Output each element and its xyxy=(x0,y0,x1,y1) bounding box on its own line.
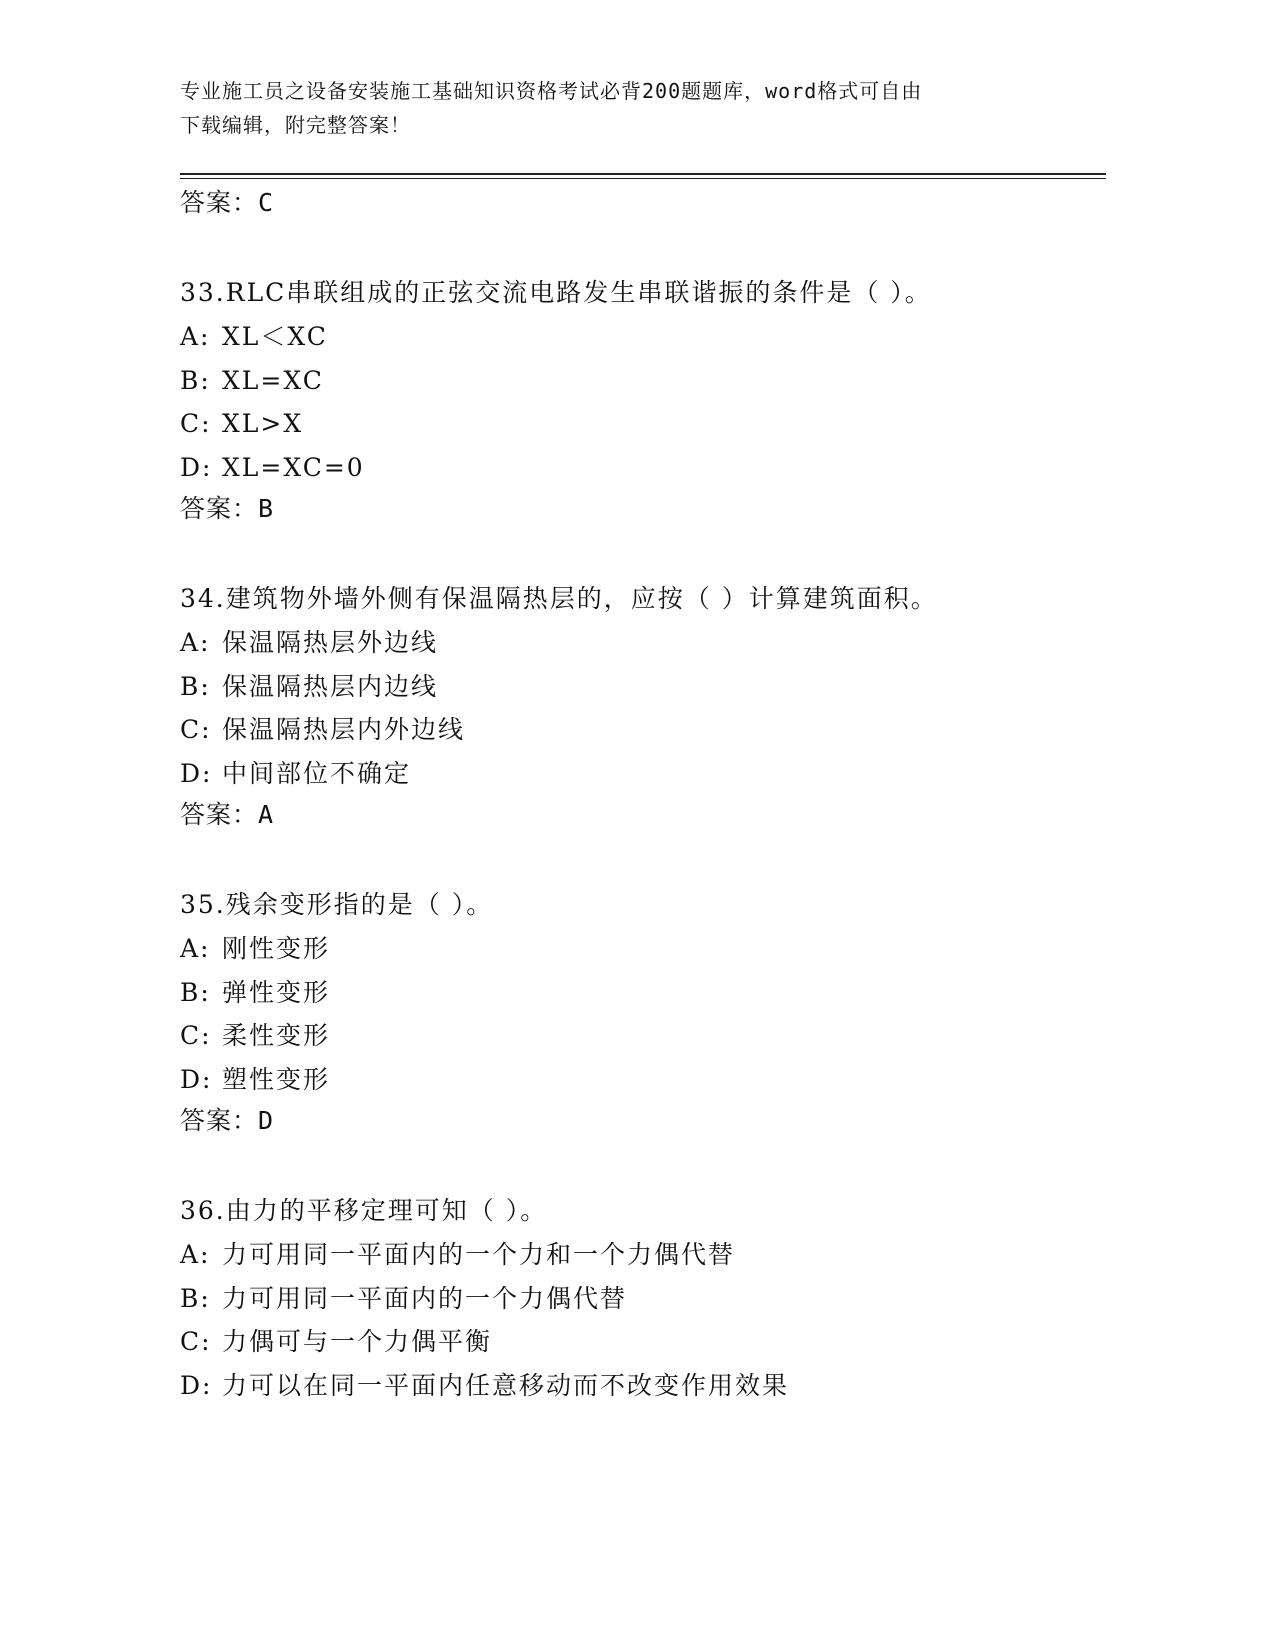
option-letter: A: xyxy=(180,1240,211,1269)
spacer xyxy=(180,226,1106,271)
question-list xyxy=(180,183,1106,1407)
option-letter: C: xyxy=(180,715,212,744)
spacer xyxy=(180,532,1106,577)
question-33 xyxy=(180,271,1106,532)
option-text: XL>X xyxy=(222,409,304,438)
option-letter: C: xyxy=(180,409,212,438)
option-letter: A: xyxy=(180,322,211,351)
option-text: 弹性变形 xyxy=(222,977,331,1007)
option-c xyxy=(180,402,1106,446)
option-text: 柔性变形 xyxy=(222,1021,331,1050)
option-letter: D: xyxy=(180,758,213,788)
option-a xyxy=(180,315,1106,359)
option-letter: B: xyxy=(180,671,211,701)
option-letter: A: xyxy=(180,934,211,963)
option-c xyxy=(180,1320,1106,1364)
question-stem: 34.建筑物外墙外侧有保温隔热层的，应按（ ）计算建筑面积。 xyxy=(180,584,938,613)
option-a xyxy=(180,621,1106,665)
option-text: 塑性变形 xyxy=(222,1064,331,1094)
option-b xyxy=(180,1277,1106,1321)
option-a xyxy=(180,927,1106,971)
option-text: 力可用同一平面内的一个力和一个力偶代替 xyxy=(222,1240,736,1269)
option-letter: C: xyxy=(180,1327,212,1356)
option-text: 中间部位不确定 xyxy=(222,758,412,788)
option-b xyxy=(180,359,1106,403)
option-text: XL=XC=0 xyxy=(222,452,365,482)
question-35 xyxy=(180,883,1106,1144)
header-rule-thin xyxy=(180,178,1106,179)
option-d xyxy=(180,1364,1106,1408)
option-d xyxy=(180,1058,1106,1102)
option-letter: B: xyxy=(180,977,211,1007)
option-letter: D: xyxy=(180,1064,213,1094)
document-header xyxy=(180,74,1040,142)
answer-33: 答案：B xyxy=(180,494,275,523)
option-c xyxy=(180,708,1106,752)
question-stem: 35.残余变形指的是（ ）。 xyxy=(180,890,494,919)
option-a xyxy=(180,1233,1106,1277)
header-line-1: 专业施工员之设备安装施工基础知识资格考试必背200题题库，word格式可自由 xyxy=(180,79,923,103)
option-b xyxy=(180,971,1106,1015)
option-b xyxy=(180,665,1106,709)
question-stem: 33.RLC串联组成的正弦交流电路发生串联谐振的条件是（ ）。 xyxy=(180,278,932,307)
option-letter: A: xyxy=(180,628,211,657)
answer-32: 答案：C xyxy=(180,188,275,217)
option-letter: D: xyxy=(180,452,213,482)
option-text: 力偶可与一个力偶平衡 xyxy=(222,1327,493,1356)
option-text: 保温隔热层内外边线 xyxy=(222,715,466,744)
answer-34: 答案：A xyxy=(180,800,275,829)
answer-35: 答案：D xyxy=(180,1106,275,1135)
spacer xyxy=(180,1144,1106,1189)
header-rule-thick xyxy=(180,173,1106,175)
option-letter: C: xyxy=(180,1021,212,1050)
option-text: 保温隔热层内边线 xyxy=(222,671,439,701)
header-line-2: 下载编辑，附完整答案！ xyxy=(180,113,411,137)
spacer xyxy=(180,838,1106,883)
option-text: XL=XC xyxy=(222,365,324,395)
option-letter: D: xyxy=(180,1370,213,1400)
option-letter: B: xyxy=(180,1283,211,1313)
option-text: XL＜XC xyxy=(222,322,328,351)
option-c xyxy=(180,1014,1106,1058)
option-text: 力可以在同一平面内任意移动而不改变作用效果 xyxy=(222,1370,790,1400)
option-letter: B: xyxy=(180,365,211,395)
option-d xyxy=(180,752,1106,796)
option-text: 力可用同一平面内的一个力偶代替 xyxy=(222,1283,628,1313)
question-36 xyxy=(180,1189,1106,1407)
question-stem: 36.由力的平移定理可知（ ）。 xyxy=(180,1196,548,1225)
option-text: 刚性变形 xyxy=(222,934,331,963)
option-d xyxy=(180,446,1106,490)
option-text: 保温隔热层外边线 xyxy=(222,628,439,657)
question-34 xyxy=(180,577,1106,838)
